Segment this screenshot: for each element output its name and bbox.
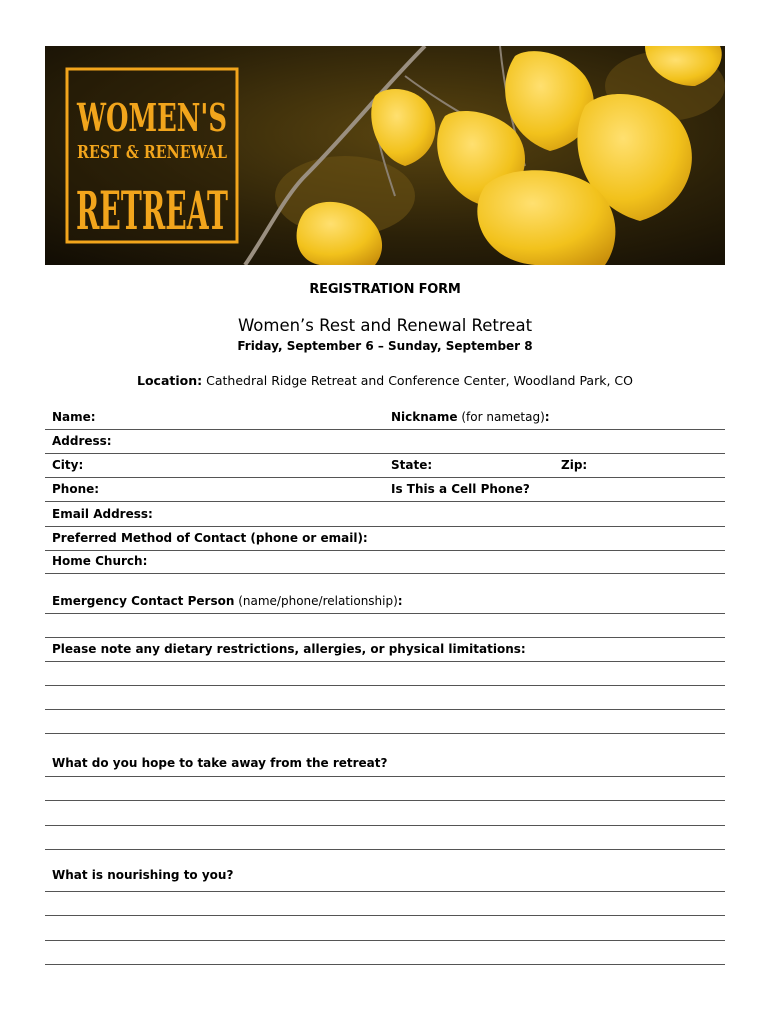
nourishing-line-4[interactable]	[45, 964, 725, 965]
event-location	[0, 373, 770, 388]
dietary-line-4[interactable]	[45, 733, 725, 734]
phone-label: Phone:	[52, 482, 100, 496]
logo-line-3: RETREAT	[76, 181, 229, 242]
preferred-contact-line[interactable]	[45, 550, 725, 551]
emergency-line-1[interactable]	[45, 613, 725, 614]
form-label: REGISTRATION FORM	[309, 282, 461, 297]
home-church-label: Home Church:	[52, 554, 148, 568]
dietary-line-1[interactable]	[45, 661, 725, 662]
takeaway-label: What do you hope to take away from the retreat?	[52, 756, 388, 770]
dietary-line-2[interactable]	[45, 685, 725, 686]
event-dates: Friday, September 6 – Sunday, September 8	[237, 339, 533, 353]
state-label: State:	[391, 458, 433, 472]
nourishing-line-1[interactable]	[45, 891, 725, 892]
nickname-label: Nickname (for nametag):	[391, 410, 550, 424]
banner-image	[45, 46, 725, 265]
takeaway-line-1[interactable]	[45, 776, 725, 777]
phone-line[interactable]	[45, 501, 725, 502]
location-label: Location:	[137, 373, 203, 388]
event-title: Women’s Rest and Renewal Retreat	[237, 316, 533, 335]
preferred-contact-label: Preferred Method of Contact (phone or email):	[52, 531, 368, 545]
takeaway-line-3[interactable]	[45, 825, 725, 826]
takeaway-line-4[interactable]	[45, 849, 725, 850]
cell-question-label: Is This a Cell Phone?	[391, 482, 530, 496]
logo-line-1: WOMEN'S	[76, 95, 227, 140]
address-label: Address:	[52, 434, 112, 448]
dietary-label: Please note any dietary restrictions, allergies, or physical limitations:	[52, 642, 526, 656]
nourishing-line-2[interactable]	[45, 915, 725, 916]
name-line[interactable]	[45, 429, 725, 430]
email-line[interactable]	[45, 526, 725, 527]
home-church-line[interactable]	[45, 573, 725, 574]
emergency-contact-label: Emergency Contact Person (name/phone/relationship):	[52, 594, 403, 608]
logo-line-2: REST & RENEWAL	[77, 142, 228, 163]
email-label: Email Address:	[52, 507, 153, 521]
aspen-leaves-illustration	[45, 46, 725, 265]
city-label: City:	[52, 458, 84, 472]
emergency-line-2[interactable]	[45, 637, 725, 638]
dietary-line-3[interactable]	[45, 709, 725, 710]
name-label: Name:	[52, 410, 96, 424]
zip-label: Zip:	[561, 458, 588, 472]
nourishing-label: What is nourishing to you?	[52, 868, 234, 882]
takeaway-line-2[interactable]	[45, 800, 725, 801]
city-line[interactable]	[45, 477, 725, 478]
nourishing-line-3[interactable]	[45, 940, 725, 941]
address-line[interactable]	[45, 453, 725, 454]
location-value: Cathedral Ridge Retreat and Conference Center, Woodland Park, CO	[206, 373, 633, 388]
